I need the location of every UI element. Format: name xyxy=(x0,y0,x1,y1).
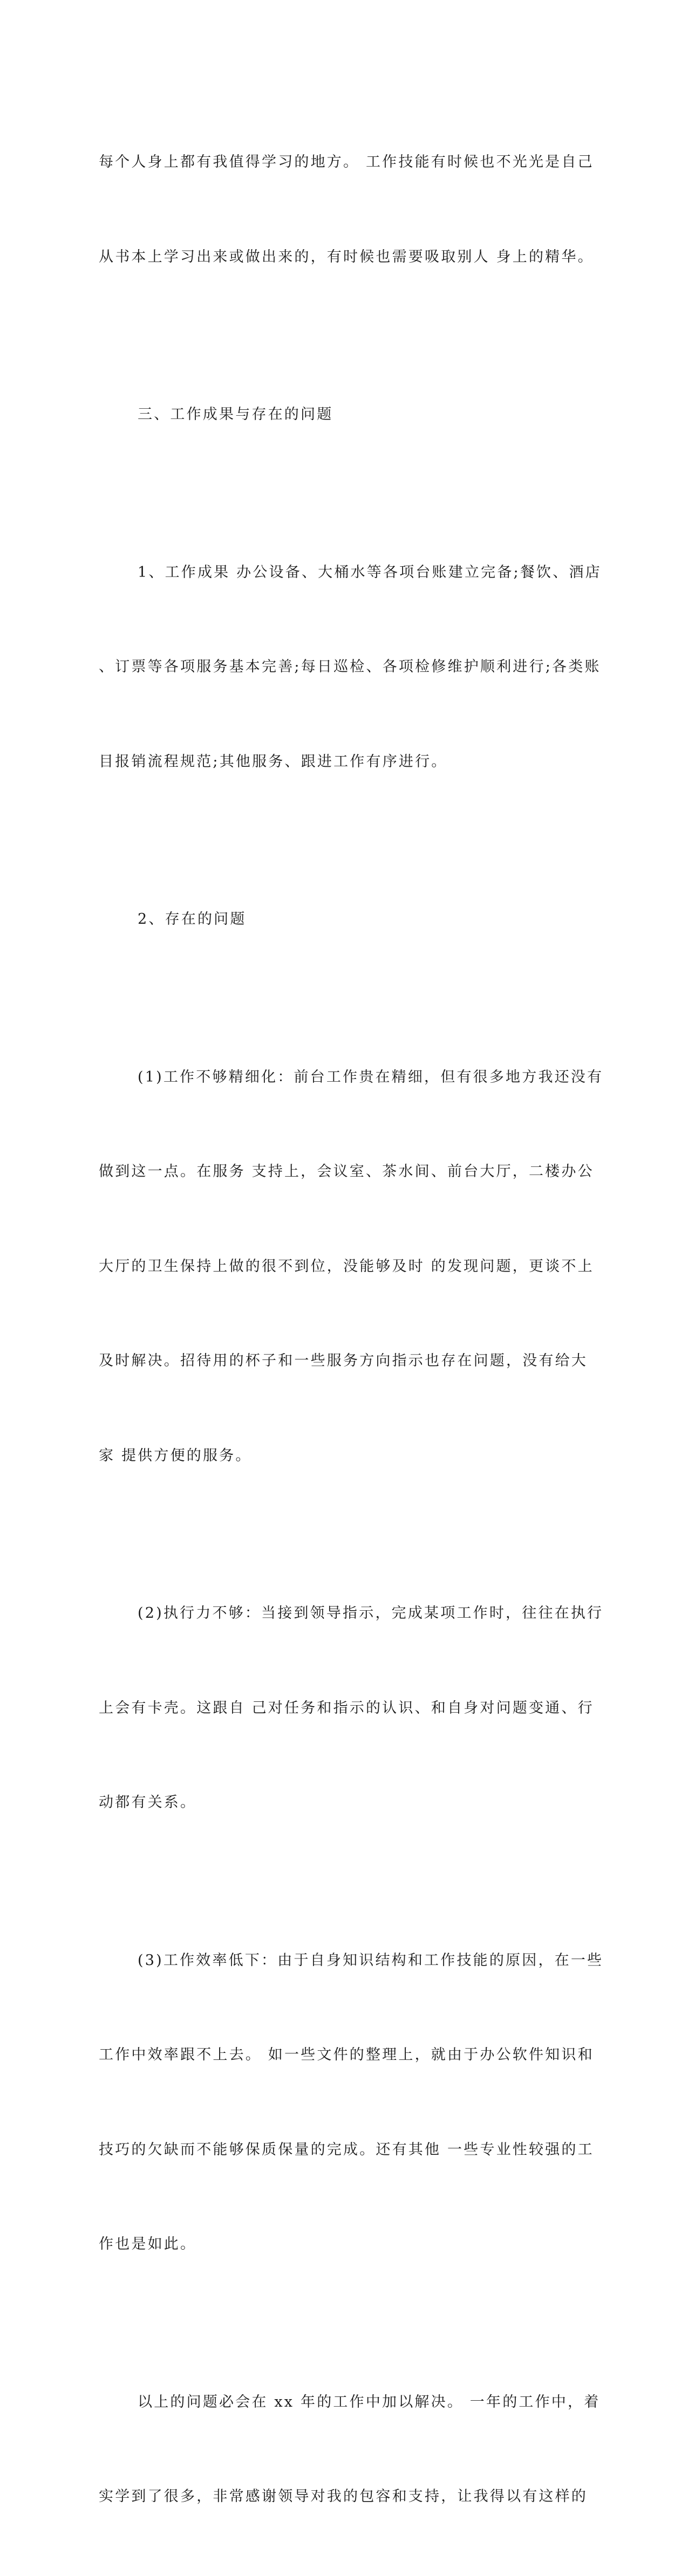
text-line: 作也是如此。 xyxy=(99,2236,197,2252)
text-line: 动都有关系。 xyxy=(99,1794,197,1811)
document-body xyxy=(99,84,604,2576)
paragraph xyxy=(99,1535,604,1882)
text-line: 实学到了很多，非常感谢领导对我的包容和支持，让我得以有这样的 xyxy=(99,2488,588,2505)
text-line: (3)工作效率低下：由于自身知识结构和工作技能的原因，在一些 xyxy=(138,1952,604,1969)
text-line: 从书本上学习出来或做出来的，有时候也需要吸取别人 身上的精华。 xyxy=(99,248,594,265)
text-line: 家 提供方便的服务。 xyxy=(99,1447,252,1464)
text-line: 大厅的卫生保持上做的很不到位，没能够及时 的发现问题，更谈不上 xyxy=(99,1258,594,1275)
text-line: (1)工作不够精细化：前台工作贵在精细，但有很多地方我还没有 xyxy=(138,1068,604,1086)
subsection-heading xyxy=(99,841,568,999)
paragraph xyxy=(99,999,604,1535)
text-line: 做到这一点。在服务 支持上，会议室、茶水间、前台大厅，二楼办公 xyxy=(99,1163,594,1180)
text-line: (2)执行力不够：当接到领导指示，完成某项工作时，往往在执行 xyxy=(138,1605,604,1622)
paragraph xyxy=(99,494,602,841)
text-line: 1、工作成果 办公设备、大桶水等各项台账建立完备;餐饮、酒店 xyxy=(138,564,602,581)
paragraph xyxy=(99,84,594,336)
text-line: 三、工作成果与存在的问题 xyxy=(138,406,333,423)
text-line: 以上的问题必会在 xx 年的工作中加以解决。 一年的工作中，着 xyxy=(138,2393,601,2410)
text-line: 目报销流程规范;其他服务、跟进工作有序进行。 xyxy=(99,753,448,770)
text-line: 2、存在的问题 xyxy=(138,911,247,928)
paragraph xyxy=(99,1882,604,2324)
text-line: 技巧的欠缺而不能够保质保量的完成。还有其他 一些专业性较强的工 xyxy=(99,2141,594,2158)
text-line: 工作中效率跟不上去。 如一些文件的整理上，就由于办公软件知识和 xyxy=(99,2046,594,2063)
paragraph xyxy=(99,2324,601,2576)
text-line: 上会有卡壳。这跟自 己对任务和指示的认识、和自身对问题变通、行 xyxy=(99,1699,594,1716)
text-line: 及时解决。招待用的杯子和一些服务方向指示也存在问题，没有给大 xyxy=(99,1352,588,1369)
text-line: 、订票等各项服务基本完善;每日巡检、各项检修维护顺利进行;各类账 xyxy=(99,658,601,675)
section-heading xyxy=(99,336,568,494)
text-line: 每个人身上都有我值得学习的地方。 工作技能有时候也不光光是自己 xyxy=(99,154,594,170)
